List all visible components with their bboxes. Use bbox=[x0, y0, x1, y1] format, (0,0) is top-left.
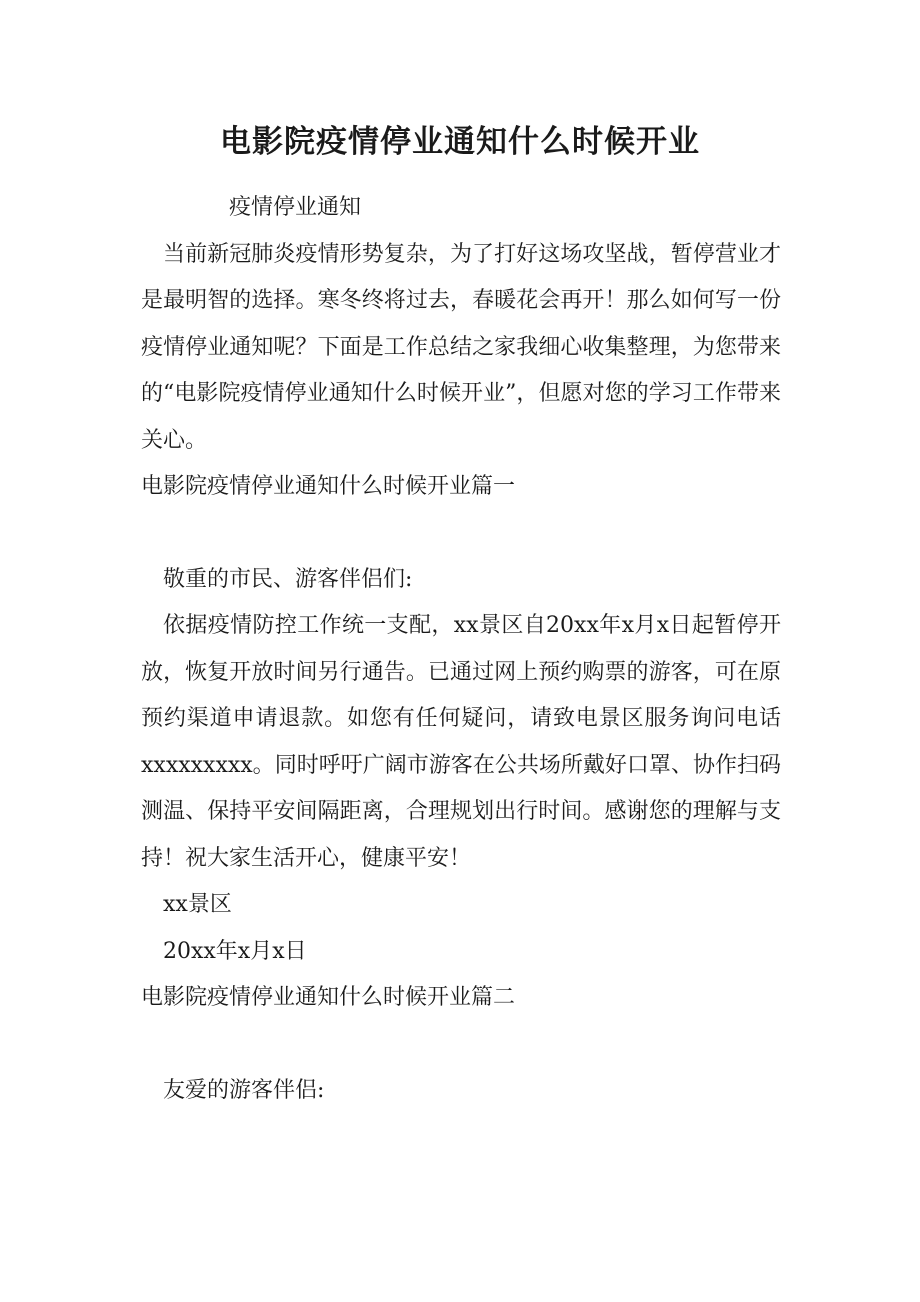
blank-line bbox=[141, 1022, 781, 1068]
section2-heading: 电影院疫情停业通知什么时候开业篇二 bbox=[141, 985, 516, 1010]
intro-paragraph: 当前新冠肺炎疫情形势复杂，为了打好这场攻坚战，暂停营业才是最明智的选择。寒冬终将过去，春暖花会再开！那么如何写一份疫情停业通知呢？下面是工作总结之家我细心收集整理，为您带来的“电影院疫情停业通知什么时候开业”，但愿对您的学习工作带来关心。 bbox=[141, 241, 781, 453]
section1-body: 依据疫情防控工作统一支配，xx景区自20xx年x月x日起暂停开放，恢复开放时间另行通告。已通过网上预约购票的游客，可在原预约渠道申请退款。如您有任何疑问，请致电景区服务询问电话xxxxxxxxx。同时呼吁广阔市游客在公共场所戴好口罩、协作扫码测温、保持平安间隔距离，合理规划出行时间。感谢您的理解与支持！祝大家生活开心，健康平安！ bbox=[141, 613, 781, 871]
section1-salutation: 敬重的市民、游客伴侣们: bbox=[163, 566, 413, 592]
document-body bbox=[141, 185, 781, 1114]
document-title: 电影院疫情停业通知什么时候开业 bbox=[220, 124, 700, 160]
section1-heading: 电影院疫情停业通知什么时候开业篇一 bbox=[141, 474, 516, 499]
section2-salutation: 友爱的游客伴侣: bbox=[163, 1077, 325, 1103]
section1-signature: xx景区 bbox=[163, 892, 232, 917]
section1-date: 20xx年x月x日 bbox=[163, 938, 307, 964]
notice-subtitle: 疫情停业通知 bbox=[229, 195, 362, 220]
blank-line bbox=[141, 511, 781, 557]
